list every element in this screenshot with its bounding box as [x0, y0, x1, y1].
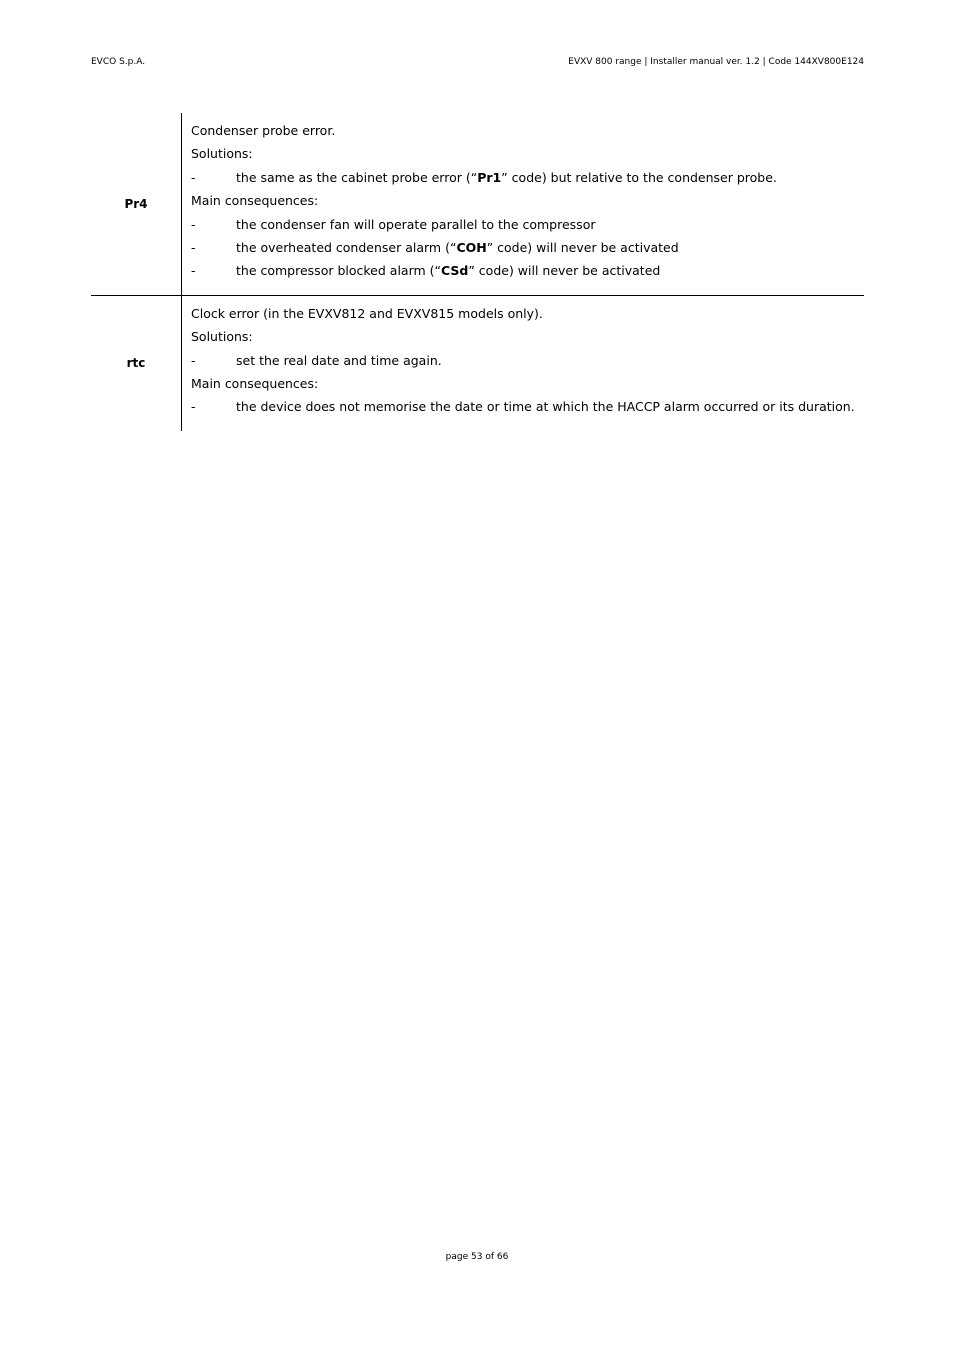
list-dash: - — [191, 352, 196, 368]
error-description: Clock error (in the EVXV812 and EVXV815 models only). — [191, 305, 543, 321]
error-code: rtc — [126, 356, 146, 371]
error-code-cell — [91, 113, 182, 295]
list-dash: - — [191, 169, 196, 185]
code-reference: Pr1 — [477, 169, 502, 185]
header-doc-title: EVXV 800 range | Installer manual ver. 1.2 | Code 144XV800E124 — [568, 57, 864, 67]
error-description-cell — [182, 296, 864, 431]
list-dash: - — [191, 216, 196, 232]
list-item — [191, 166, 855, 189]
list-item — [191, 213, 855, 236]
solutions-label: Solutions: — [191, 146, 253, 162]
solutions-label: Solutions: — [191, 329, 253, 345]
list-dash: - — [191, 399, 196, 415]
error-code-cell — [91, 296, 182, 431]
consequence-text: the compressor blocked alarm (“CSd” code) will never be activated — [236, 263, 661, 279]
code-reference: COH — [456, 240, 487, 256]
consequences-label: Main consequences: — [191, 193, 319, 209]
table-row-rtc — [91, 296, 864, 431]
consequence-text: the condenser fan will operate parallel to the compressor — [236, 216, 596, 232]
consequence-text: the device does not memorise the date or time at which the HACCP alarm occurred or its duration. — [236, 399, 855, 415]
error-description: Condenser probe error. — [191, 123, 336, 138]
list-item — [191, 236, 855, 259]
header-company: EVCO S.p.A. — [91, 57, 146, 67]
table-row-pr4 — [91, 113, 864, 296]
consequence-text: the overheated condenser alarm (“COH” code) will never be activated — [236, 240, 679, 256]
list-item — [191, 259, 855, 282]
error-codes-table — [91, 113, 864, 431]
error-code: Pr4 — [124, 196, 148, 211]
list-dash: - — [191, 263, 196, 279]
list-item — [191, 395, 855, 418]
solution-text: the same as the cabinet probe error (“Pr1” code) but relative to the condenser probe. — [236, 169, 777, 185]
list-item — [191, 349, 855, 372]
code-reference: CSd — [441, 263, 469, 279]
list-dash: - — [191, 240, 196, 256]
consequences-label: Main consequences: — [191, 376, 319, 392]
solution-text: set the real date and time again. — [236, 352, 442, 368]
page-number: page 53 of 66 — [445, 1252, 509, 1262]
error-description-cell — [182, 113, 864, 295]
